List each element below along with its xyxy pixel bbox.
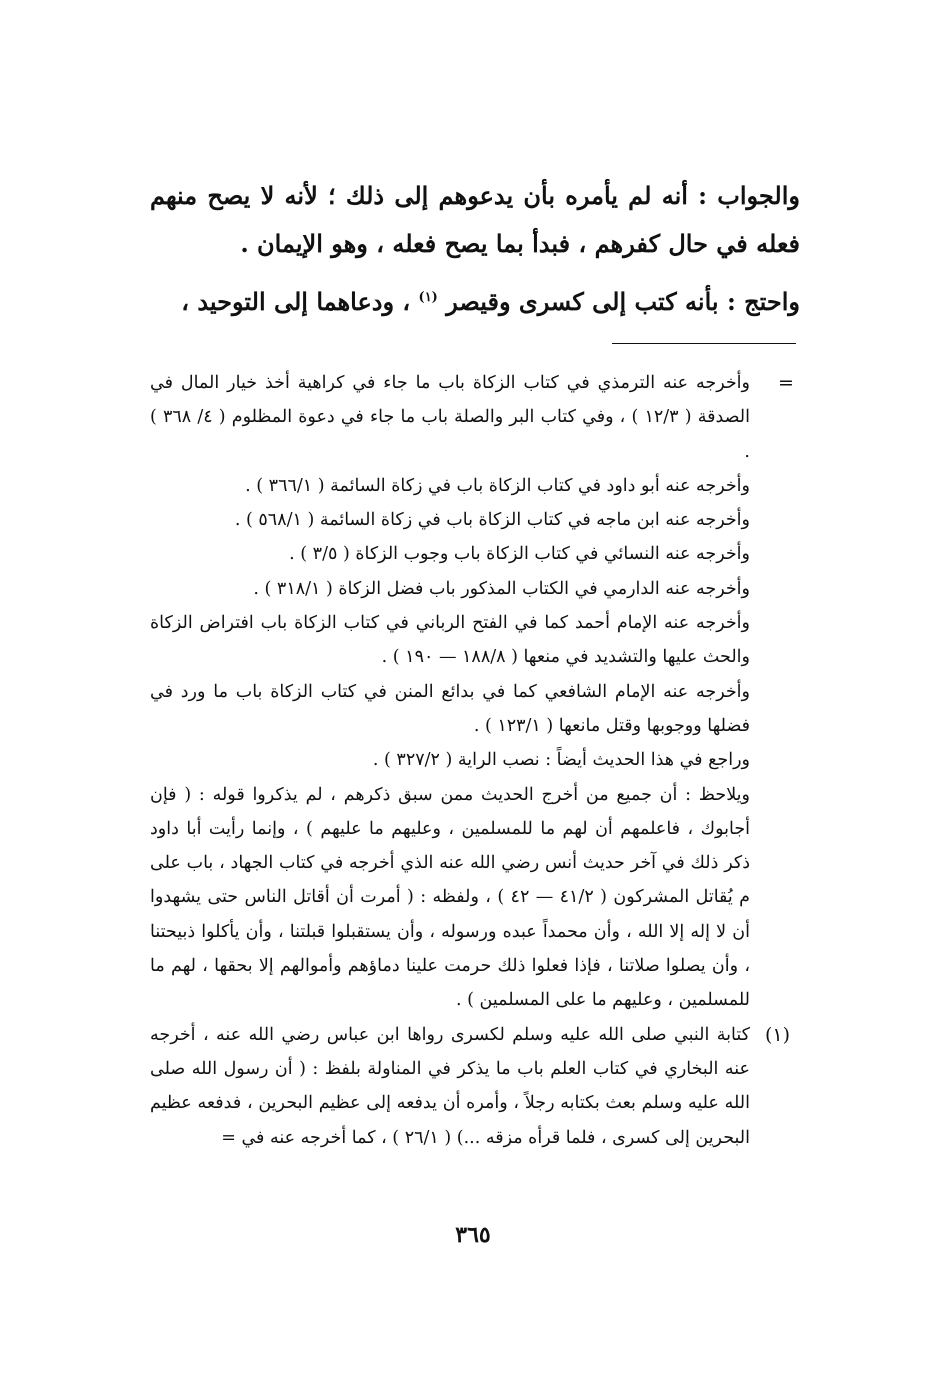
footnote-line-observation: ويلاحظ : أن جميع من أخرج الحديث ممن سبق ذكرهم ، لم يذكروا قوله : ( فإن أجابوك ، فاعلمهم أن لهم ما للمسلمين ، وعليهم ما عليهم ) ، وإنما رأيت أبا داود ذكر ذلك في آخر حديث أنس رضي الله عنه الذي أخرجه في كتاب الجهاد ، باب على م يُقاتل المشركون ( ٤١/٢ — ٤٢ ) ، ولفظه : ( أمرت أن أقاتل الناس حتى يشهدوا أن لا إله إلا الله ، وأن محمداً عبده ورسوله ، وأن يستقبلوا قبلتنا ، وأن يأكلوا ذبيحتنا ، وأن يصلوا صلاتنا ، فإذا فعلوا ذلك حرمت علينا دماؤهم وأموالهم إلا بحقها ، لهم ما للمسلمين ، وعليهم ما على المسلمين ) .	[150, 784, 750, 1011]
footnote-note-1: كتابة النبي صلى الله عليه وسلم لكسرى رواها ابن عباس رضي الله عنه ، أخرجه عنه البخاري في كتاب العلم باب ما يذكر في المناولة بلفظ : ( أن رسول الله صلى الله عليه وسلم بعث بكتابه رجلاً ، وأمره أن يدفعه إلى عظيم البحرين ، فدفعه عظيم البحرين إلى كسرى ، فلما قرأه مزقه ...) ( ٢٦/١ ) ، كما أخرجه عنه في =	[150, 1024, 750, 1148]
footnote-line-nasai: وأخرجه عنه النسائي في كتاب الزكاة باب وجوب الزكاة ( ٣/٥ ) .	[289, 544, 750, 565]
continuation-marker: =	[778, 372, 794, 394]
footnote-line-shafii: وأخرجه عنه الإمام الشافعي كما في بدائع المنن في كتاب الزكاة باب ما ورد في فضلها ووجوبها وقتل مانعها ( ١٢٣/١ ) .	[150, 681, 750, 736]
footnote-line-nasb-al-raya: وراجع في هذا الحديث أيضاً : نصب الراية ( ٣٢٧/٢ ) .	[372, 750, 750, 771]
footnote-reference: (١)	[418, 290, 438, 305]
footnote-line-tirmidhi: وأخرجه عنه الترمذي في كتاب الزكاة باب ما جاء في كراهية أخذ خيار المال في الصدقة ( ١٢/٣ ) ، وفي كتاب البر والصلة باب ما جاء في دعوة المظلوم ( ٤/ ٣٦٨ ) .	[150, 373, 751, 462]
main-text	[150, 172, 800, 326]
page-number: ٣٦٥	[455, 1222, 491, 1248]
footnote-line-ahmad: وأخرجه عنه الإمام أحمد كما في الفتح الرباني في كتاب الزكاة باب افتراض الزكاة والحث عليها والتشديد في منعها ( ١٨٨/٨ — ١٩٠ ) .	[150, 613, 750, 668]
argument-text-end: ، ودعاهما إلى التوحيد ،	[181, 287, 411, 316]
main-paragraph-argument	[150, 278, 800, 326]
footnote-line-ibn-majah: وأخرجه عنه ابن ماجه في كتاب الزكاة باب في زكاة السائمة ( ٥٦٨/١ ) .	[234, 510, 750, 531]
footnote-separator	[612, 343, 796, 344]
footnotes	[150, 366, 750, 1155]
main-paragraph-answer: والجواب : أنه لم يأمره بأن يدعوهم إلى ذلك ؛ لأنه لا يصح منهم فعله في حال كفرهم ، فبدأ بما يصح فعله ، وهو الإيمان .	[150, 181, 800, 258]
argument-text-start: واحتج : بأنه كتب إلى كسرى وقيصر	[446, 287, 800, 316]
footnote-1-marker: (١)	[765, 1024, 791, 1046]
footnote-line-abu-dawud: وأخرجه عنه أبو داود في كتاب الزكاة باب في زكاة السائمة ( ٣٦٦/١ ) .	[245, 475, 750, 496]
footnote-line-darimi: وأخرجه عنه الدارمي في الكتاب المذكور باب فضل الزكاة ( ٣١٨/١ ) .	[253, 578, 750, 599]
